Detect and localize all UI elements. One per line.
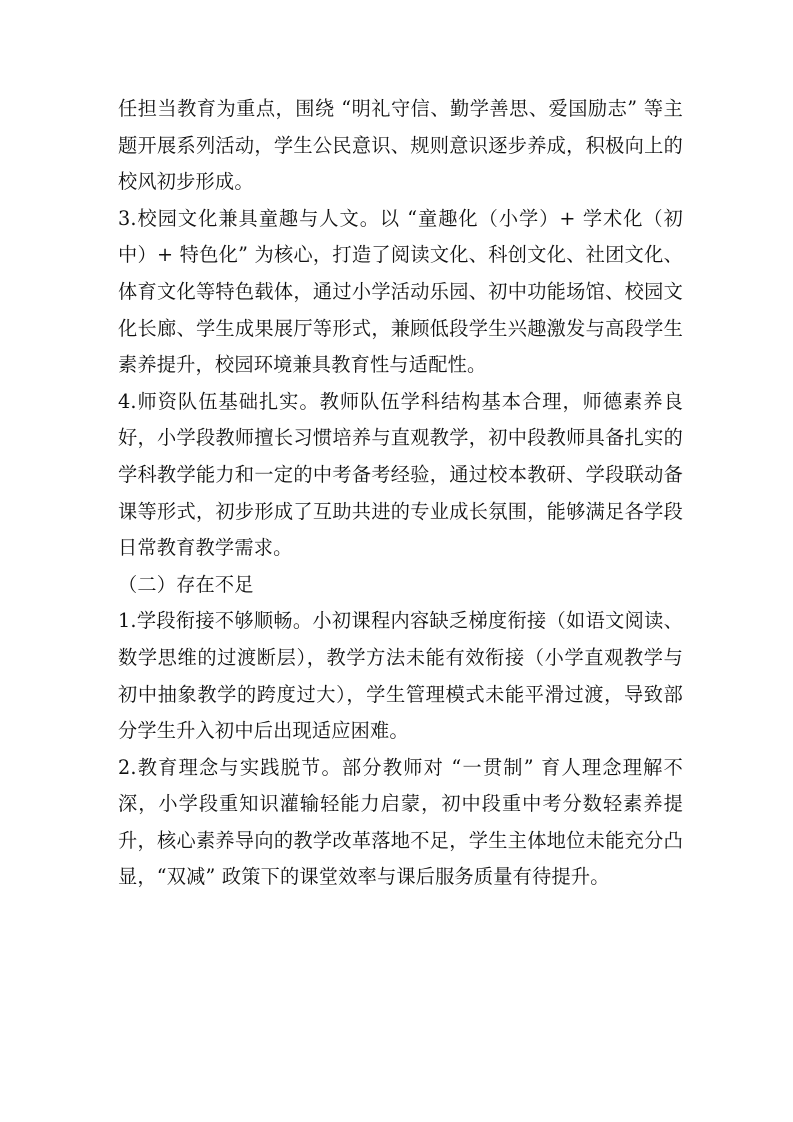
paragraph-concept-practice-gap: 2.教育理念与实践脱节。部分教师对 “一贯制” 育人理念理解不深，小学段重知识灌输轻能力启蒙，初中段重中考分数轻素养提升，核心素养导向的教学改革落地不足，学生主体地位未能充分凸显，“双减” 政策下的课堂效率与课后服务质量有待提升。 — [118, 755, 683, 889]
paragraph-stage-transition: 1.学段衔接不够顺畅。小初课程内容缺乏梯度衔接（如语文阅读、数学思维的过渡断层），教学方法未能有效衔接（小学直观教学与初中抽象教学的跨度过大），学生管理模式未能平滑过渡，导致部分学生升入初中后出现适应困难。 — [118, 609, 683, 743]
paragraph-moral-education: 任担当教育为重点，围绕 “明礼守信、勤学善思、爱国励志” 等主题开展系列活动，学生公民意识、规则意识逐步养成，积极向上的校风初步形成。 — [118, 97, 683, 194]
section-heading-shortcomings: （二）存在不足 — [118, 572, 254, 596]
paragraph-teaching-staff: 4.师资队伍基础扎实。教师队伍学科结构基本合理，师德素养良好，小学段教师擅长习惯培养与直观教学，初中段教师具备扎实的学科教学能力和一定的中考备考经验，通过校本教研、学段联动备课等形式，初步形成了互助共进的专业成长氛围，能够满足各学段日常教育教学需求。 — [118, 389, 683, 560]
document-body — [118, 91, 683, 896]
paragraph-campus-culture: 3.校园文化兼具童趣与人文。以 “童趣化（小学）+ 学术化（初中）+ 特色化” 为核心，打造了阅读文化、科创文化、社团文化、体育文化等特色载体，通过小学活动乐园、初中功能场馆、校园文化长廊、学生成果展厅等形式，兼顾低段学生兴趣激发与高段学生素养提升，校园环境兼具教育性与适配性。 — [118, 206, 683, 377]
